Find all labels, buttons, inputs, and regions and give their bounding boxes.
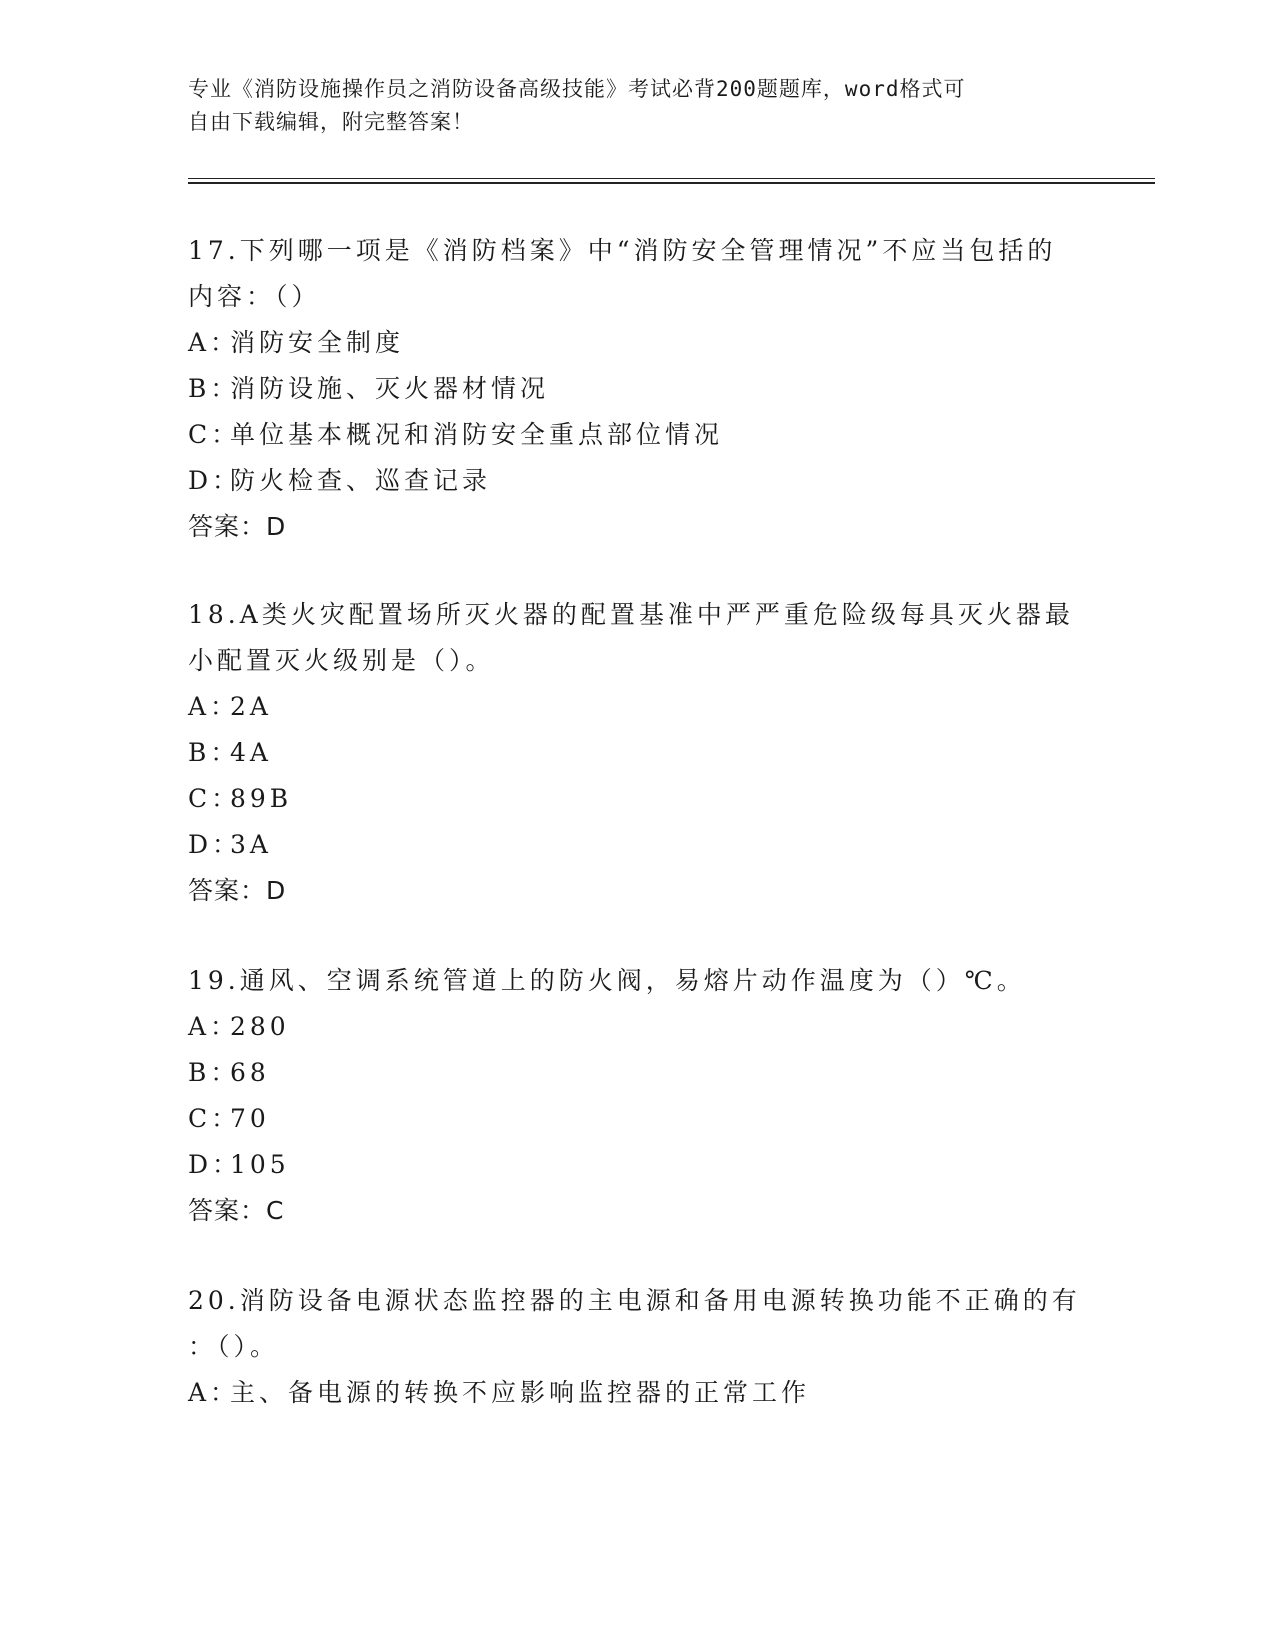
option-text: 3A (230, 830, 272, 859)
option-key: D： (188, 1150, 242, 1179)
option-key: A： (188, 1012, 240, 1041)
header-line-2: 自由下载编辑，附完整答案！ (188, 110, 474, 134)
answer: 答案：D (188, 876, 287, 905)
option-key: C： (188, 784, 241, 813)
option-key: C： (188, 1104, 241, 1133)
option-key: B： (188, 1058, 240, 1087)
option-text: 105 (230, 1150, 290, 1179)
option-text: 防火检查、巡查记录 (230, 466, 492, 495)
option-text: 消防设施、灭火器材情况 (230, 374, 550, 403)
option-text: 70 (230, 1104, 270, 1133)
question-18 (188, 592, 1088, 914)
question-stem-line: ：（）。 (188, 1332, 280, 1361)
option-text: 消防安全制度 (230, 328, 405, 357)
header-divider-top (188, 178, 1155, 179)
option-d (188, 1142, 1088, 1188)
option-a (188, 1004, 1088, 1050)
question-stem-line: 17.下列哪一项是《消防档案》中“消防安全管理情况”不应当包括的 (188, 236, 1057, 265)
question-stem-line: 小配置灭火级别是（）。 (188, 646, 495, 675)
option-b (188, 366, 1088, 412)
option-text: 单位基本概况和消防安全重点部位情况 (230, 420, 724, 449)
question-20 (188, 1278, 1088, 1416)
question-stem-line: 内容：（） (188, 282, 321, 311)
option-key: D： (188, 466, 242, 495)
option-key: D： (188, 830, 242, 859)
question-19 (188, 958, 1088, 1234)
question-17 (188, 228, 1088, 550)
option-text: 280 (230, 1012, 290, 1041)
option-text: 2A (230, 692, 272, 721)
option-key: A： (188, 328, 240, 357)
option-c (188, 776, 1088, 822)
option-d (188, 458, 1088, 504)
option-c (188, 1096, 1088, 1142)
option-d (188, 822, 1088, 868)
option-text: 4A (230, 738, 272, 767)
answer: 答案：D (188, 512, 287, 541)
option-text: 89B (230, 784, 293, 813)
document-header (188, 73, 1088, 139)
option-c (188, 412, 1088, 458)
header-divider-bottom (188, 182, 1155, 184)
option-key: B： (188, 738, 240, 767)
option-key: C： (188, 420, 241, 449)
option-text: 主、备电源的转换不应影响监控器的正常工作 (230, 1378, 811, 1407)
answer: 答案：C (188, 1196, 285, 1225)
option-key: A： (188, 1378, 240, 1407)
option-b (188, 730, 1088, 776)
option-a (188, 684, 1088, 730)
option-a (188, 1370, 1088, 1416)
option-a (188, 320, 1088, 366)
option-text: 68 (230, 1058, 270, 1087)
question-stem-line: 20.消防设备电源状态监控器的主电源和备用电源转换功能不正确的有 (188, 1286, 1081, 1315)
question-stem-line: 19.通风、空调系统管道上的防火阀，易熔片动作温度为（）℃。 (188, 966, 1026, 995)
option-key: B： (188, 374, 240, 403)
option-key: A： (188, 692, 240, 721)
question-stem-line: 18.A类火灾配置场所灭火器的配置基准中严严重危险级每具灭火器最 (188, 600, 1074, 629)
header-line-1: 专业《消防设施操作员之消防设备高级技能》考试必背200题题库，word格式可 (188, 77, 966, 101)
option-b (188, 1050, 1088, 1096)
